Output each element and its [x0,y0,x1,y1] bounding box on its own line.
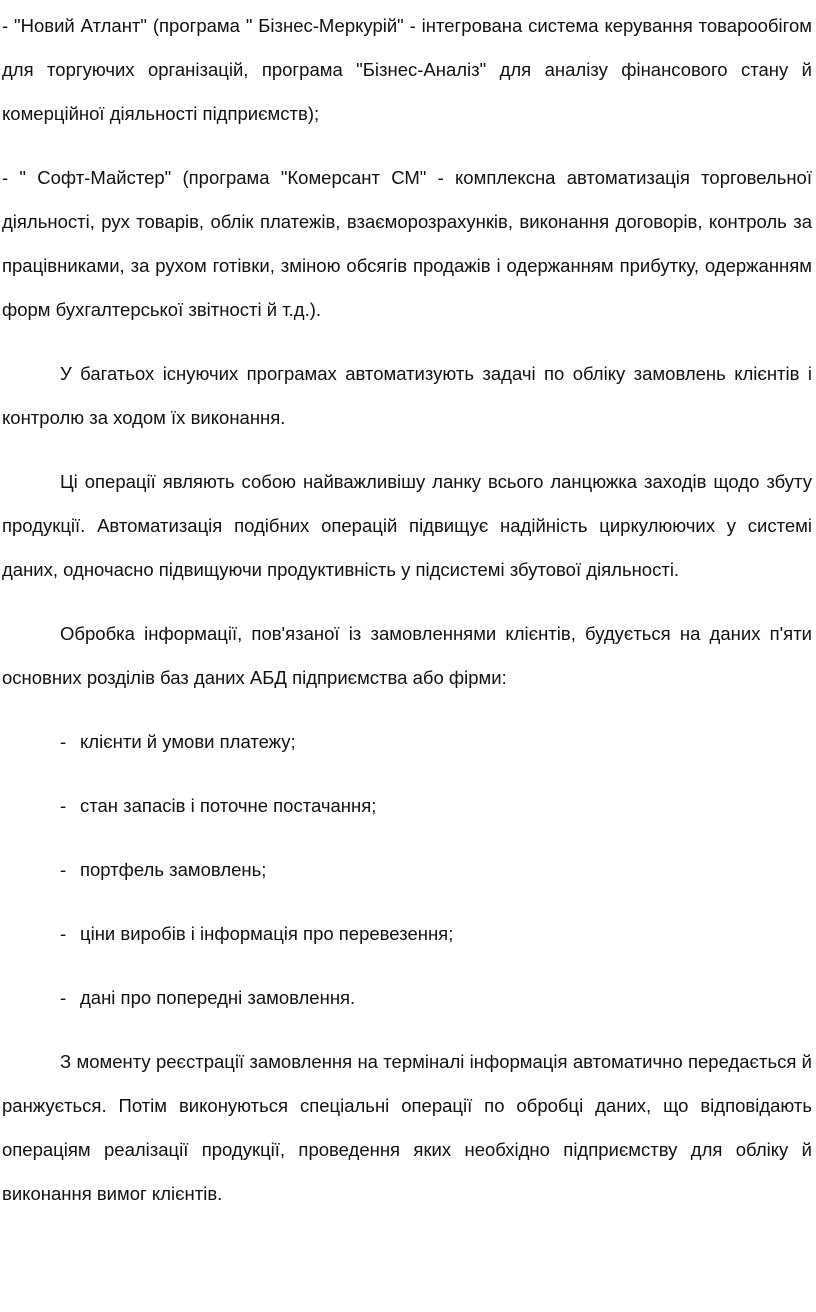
list-dash: - [60,923,67,944]
list-item-text: стан запасів і поточне постачання; [80,795,377,816]
list-item [2,784,812,828]
list-item-text: ціни виробів і інформація про перевезення; [80,923,454,944]
list-dash: - [60,731,67,752]
list-item [2,848,812,892]
list-item-text: портфель замовлень; [80,859,267,880]
list-dash: - [60,987,67,1008]
paragraph-order-processing: З моменту реєстрації замовлення на терміналі інформація автоматично передається й ранжується. Потім виконуються спеціальні операції по обробці даних, що відповідають операціям реалізації продукції, проведення яких необхідно підприємству для обліку й виконання вимог клієнтів. [2,1051,812,1204]
paragraph-data-sections: Обробка інформації, пов'язаної із замовленнями клієнтів, будується на даних п'яти основних розділів баз даних АБД підприємства або фірми: [2,623,812,688]
list-item [2,976,812,1020]
list-item-text: клієнти й умови платежу; [80,731,296,752]
list-item [2,720,812,764]
list-dash: - [60,859,67,880]
paragraph-soft-maister: - " Софт-Майстер" (програма "Комерсант СМ" - комплексна автоматизація торговельної діяльності, рух товарів, облік платежів, взаєморозрахунків, виконання договорів, контроль за працівниками, за рухом готівки, зміною обсягів продажів і одержанням прибутку, одержанням форм бухгалтерської звітності й т.д.). [2,167,812,320]
paragraph-operations: Ці операції являють собою найважливішу ланку всього ланцюжка заходів щодо збуту продукції. Автоматизація подібних операцій підвищує надійність циркулюючих у системі даних, одночасно підвищуючи продуктивність у підсистемі збутової діяльності. [2,471,812,580]
list-dash: - [60,795,67,816]
list-item-text: дані про попередні замовлення. [80,987,356,1008]
paragraph-novyi-atlant: - "Новий Атлант" (програма " Бізнес-Меркурій" - інтегрована система керування товарообігом для торгуючих організацій, програма "Бізнес-Аналіз" для аналізу фінансового стану й комерційної діяльності підприємств); [2,15,812,124]
paragraph-order-accounting: У багатьох існуючих програмах автоматизують задачі по обліку замовлень клієнтів і контролю за ходом їх виконання. [2,363,812,428]
list-item [2,912,812,956]
database-sections-list [2,720,812,1020]
